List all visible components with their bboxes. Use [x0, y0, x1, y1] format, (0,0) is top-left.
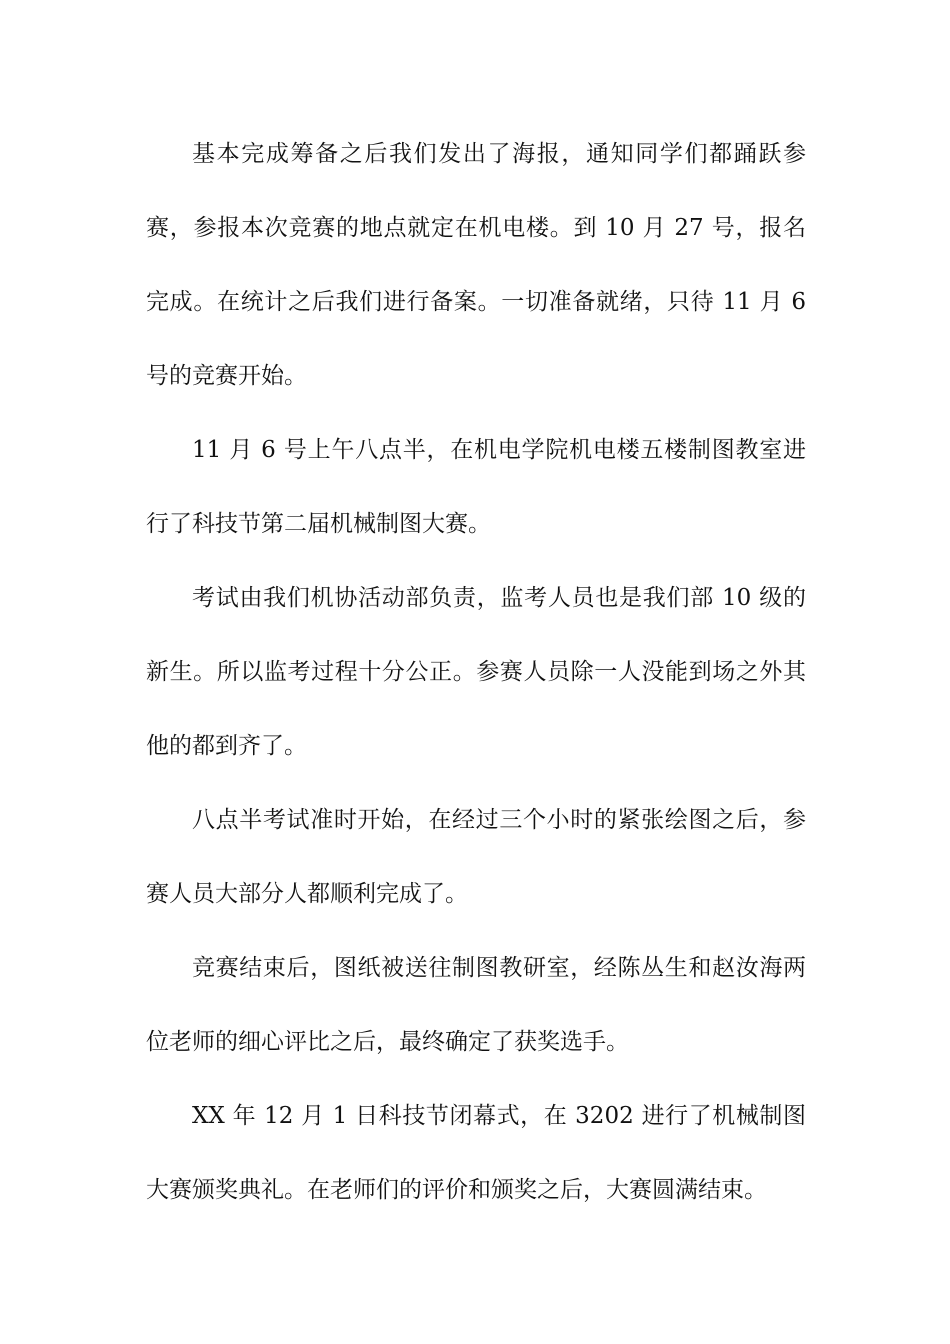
- paragraph-invigilation: 考试由我们机协活动部负责，监考人员也是我们部 10 级的新生。所以监考过程十分公正。参赛人员除一人没能到场之外其他的都到齐了。: [146, 585, 806, 759]
- document-body: [146, 117, 806, 1227]
- paragraph-competition-start: 11 月 6 号上午八点半，在机电学院机电楼五楼制图教室进行了科技节第二届机械制图大赛。: [146, 437, 806, 537]
- paragraph-exam-progress: 八点半考试准时开始，在经过三个小时的紧张绘图之后，参赛人员大部分人都顺利完成了。: [146, 807, 806, 907]
- paragraph-award-ceremony: XX 年 12 月 1 日科技节闭幕式，在 3202 进行了机械制图大赛颁奖典礼。在老师们的评价和颁奖之后，大赛圆满结束。: [146, 1103, 806, 1203]
- paragraph-registration: 基本完成筹备之后我们发出了海报，通知同学们都踊跃参赛，参报本次竞赛的地点就定在机电楼。到 10 月 27 号，报名完成。在统计之后我们进行备案。一切准备就绪，只待 11 月 6 号的竞赛开始。: [146, 141, 806, 389]
- paragraph-judging: 竞赛结束后，图纸被送往制图教研室，经陈丛生和赵汝海两位老师的细心评比之后，最终确定了获奖选手。: [146, 955, 806, 1055]
